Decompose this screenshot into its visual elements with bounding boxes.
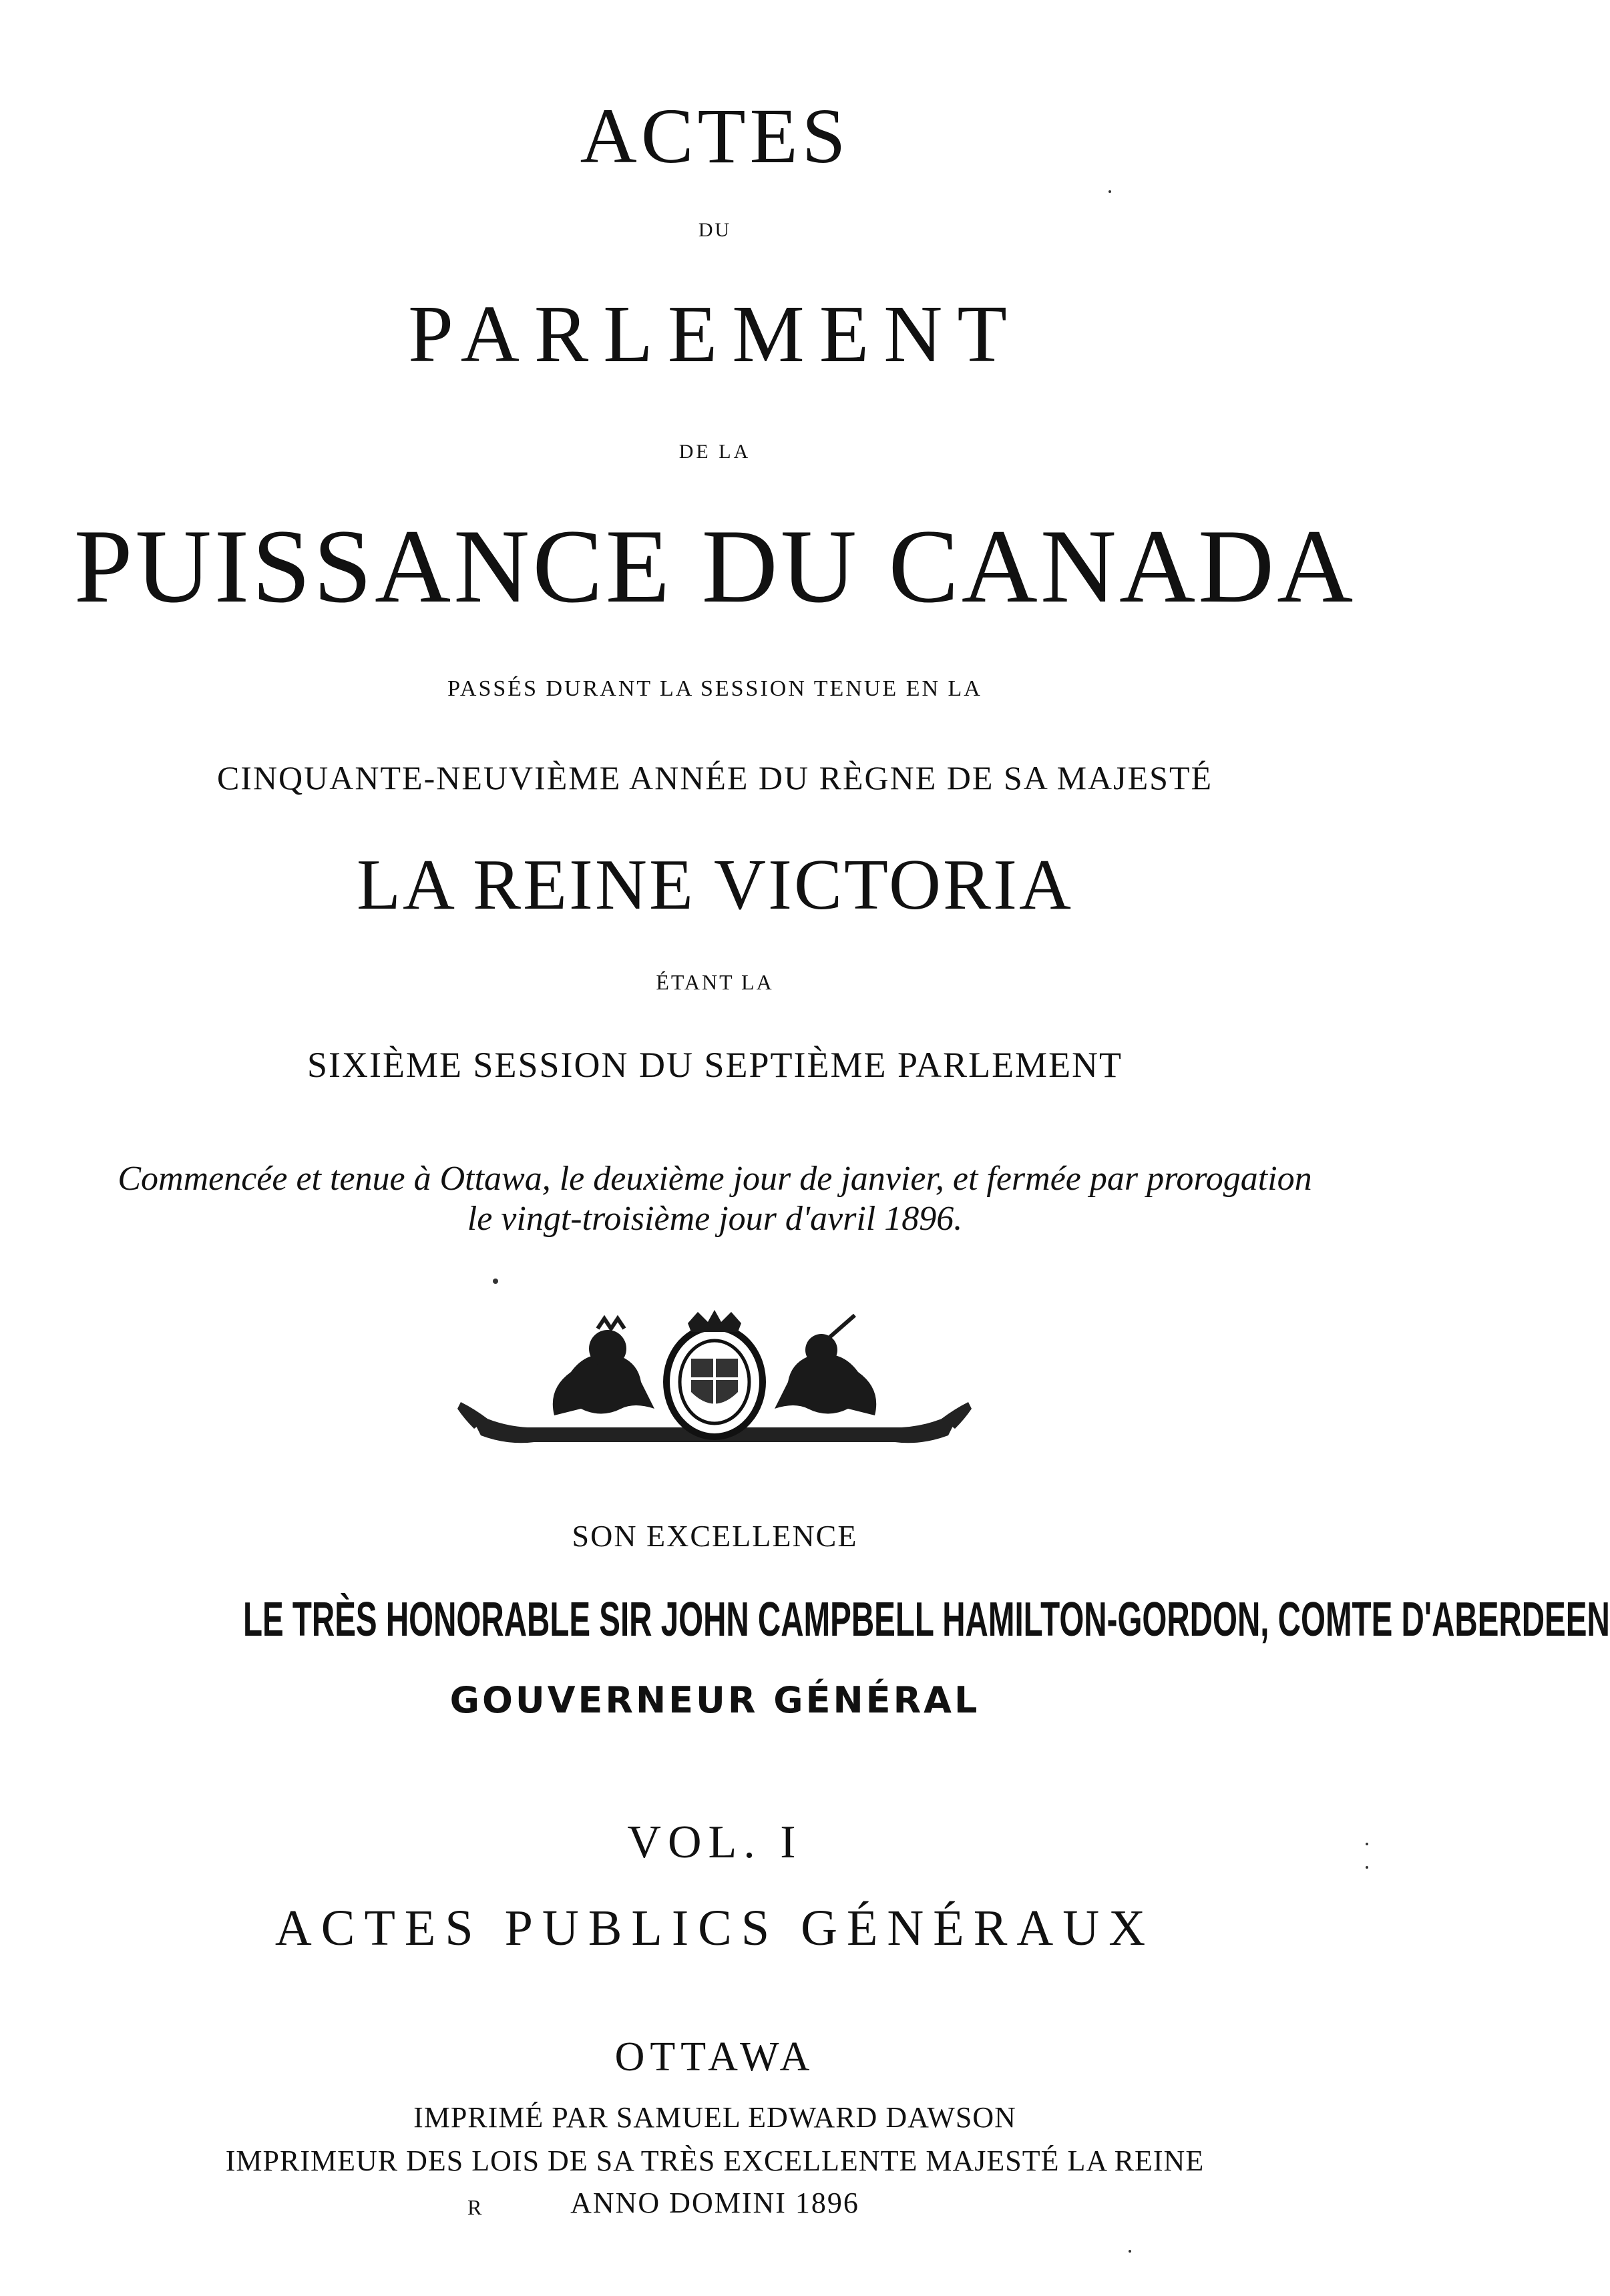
subtitle-session: SIXIÈME SESSION DU SEPTIÈME PARLEMENT [307,1045,1123,1085]
subtitle-etant-la: ÉTANT LA [656,970,774,994]
title-du: DU [698,219,732,241]
title-puissance-du-canada: PUISSANCE DU CANADA [73,508,1356,625]
session-dates-line-1: Commencée et tenue à Ottawa, le deuxième jour de janvier, et fermée par prorogation [118,1160,1312,1198]
title-reine-victoria: LA REINE VICTORIA [357,845,1073,925]
imprint-city: OTTAWA [614,2034,815,2080]
title-actes: ACTES [580,92,850,180]
subtitle-cinquante: CINQUANTE-NEUVIÈME ANNÉE DU RÈGNE DE SA MAJESTÉ [216,759,1213,796]
imprint-year: ANNO DOMINI 1896 [570,2187,859,2219]
imprint-printer: IMPRIMÉ PAR SAMUEL EDWARD DAWSON [413,2101,1016,2134]
governor-name: LE TRÈS HONORABLE SIR JOHN CAMPBELL HAMILTON-GORDON, COMTE D'ABERDEEN [242,1593,1610,1646]
title-parlement: PARLEMENT [408,289,1022,379]
son-excellence: SON EXCELLENCE [572,1519,858,1553]
ink-speck [1366,1866,1368,1869]
ink-speck [1129,2250,1131,2253]
ink-speck [1109,190,1111,193]
signature-mark: R [467,2195,482,2219]
section-title: ACTES PUBLICS GÉNÉRAUX [274,1900,1155,1956]
session-dates-line-2: le vingt-troisième jour d'avril 1896. [467,1200,963,1238]
ink-speck [1366,1843,1368,1845]
governor-title: GOUVERNEUR GÉNÉRAL [449,1679,980,1721]
title-de-la: DE LA [678,441,751,463]
subtitle-passes: PASSÉS DURANT LA SESSION TENUE EN LA [447,676,982,701]
royal-coat-of-arms-icon [454,1309,975,1455]
imprint-printer-title: IMPRIMEUR DES LOIS DE SA TRÈS EXCELLENTE MAJESTÉ LA REINE [225,2144,1205,2177]
volume-number: VOL. I [627,1817,803,1868]
ink-speck [493,1279,498,1284]
